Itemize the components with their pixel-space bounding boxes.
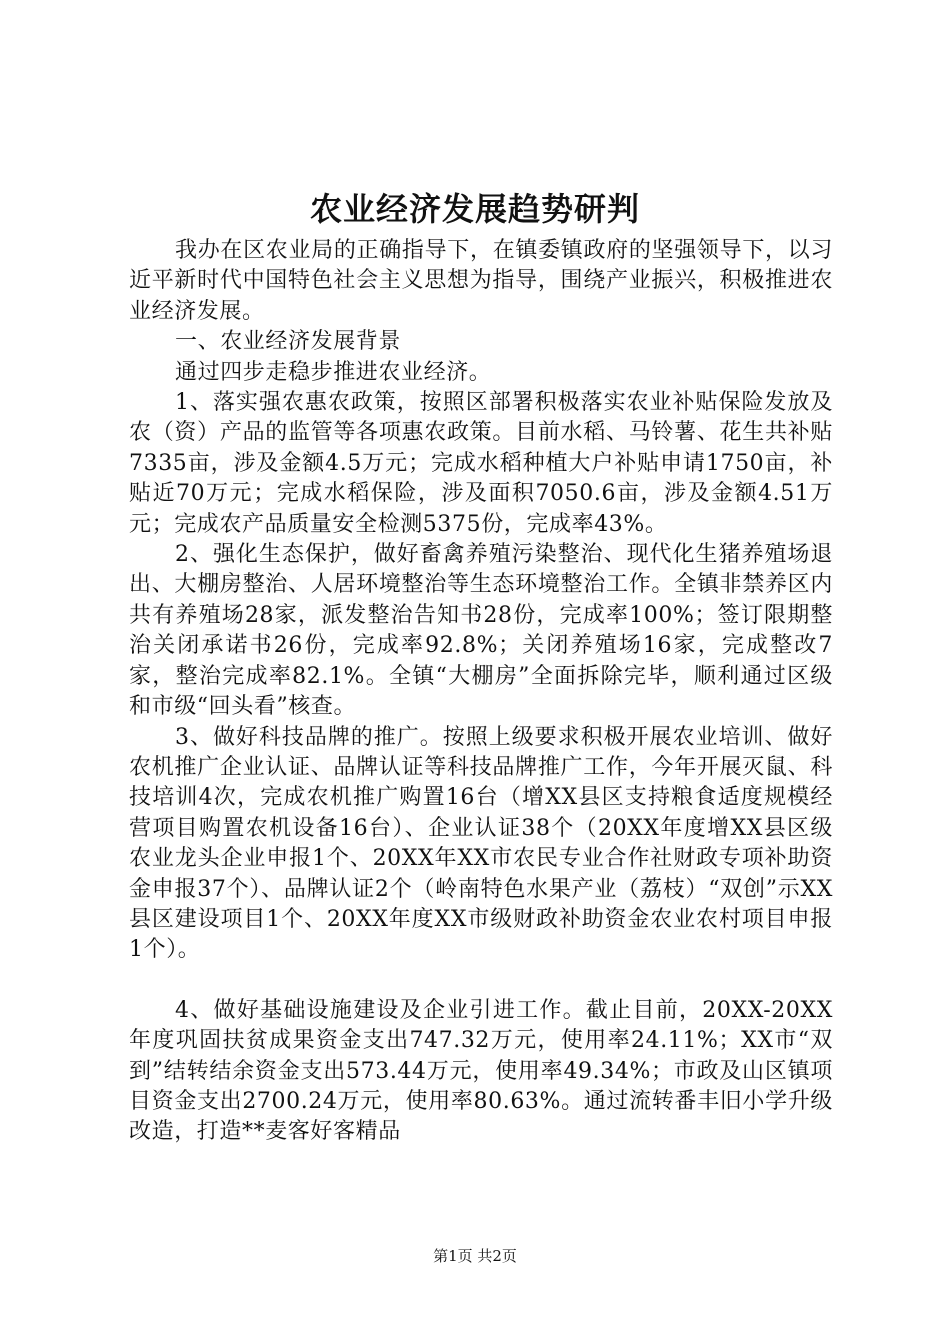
intro-paragraph: 我办在区农业局的正确指导下，在镇委镇政府的坚强领导下，以习近平新时代中国特色社会主义思想为指导，围绕产业振兴，积极推进农业经济发展。 — [129, 238, 833, 324]
item-4-paragraph: 4、做好基础设施建设及企业引进工作。截止目前，20XX-20XX年度巩固扶贫成果资金支出747.32万元，使用率24.11%；XX市“双到”结转结余资金支出573.44万元，使用率49.34%；市政及山区镇项目资金支出2700.24万元，使用率80.63%。通过流转番丰旧小学升级改造，打造**麦客好客精品 — [129, 997, 833, 1145]
page-footer: 第1页 共2页 — [433, 1247, 517, 1265]
item-1-paragraph: 1、落实强农惠农政策，按照区部署积极落实农业补贴保险发放及农（资）产品的监管等各项惠农政策。目前水稻、马铃薯、花生共补贴7335亩，涉及金额4.5万元；完成水稻种植大户补贴申请1750亩，补贴近70万元；完成水稻保险，涉及面积7050.6亩，涉及金额4.51万元；完成农产品质量安全检测5375份，完成率43%。 — [129, 390, 833, 537]
item-3-paragraph: 3、做好科技品牌的推广。按照上级要求积极开展农业培训、做好农机推广企业认证、品牌认证等科技品牌推广工作，今年开展灭鼠、科技培训4次，完成农机推广购置16台（增XX县区支持粮食适度规模经营项目购置农机设备16台）、企业认证38个（20XX年度增XX县区级农业龙头企业申报1个、20XX年XX市农民专业合作社财政专项补助资金申报37个）、品牌认证2个（岭南特色水果产业（荔枝）“双创”示XX县区建设项目1个、20XX年度XX市级财政补助资金农业农村项目申报1个）。 — [129, 724, 833, 963]
document-body — [129, 236, 833, 1148]
section-lead: 通过四步走稳步推进农业经济。 — [175, 359, 492, 385]
section-heading: 一、农业经济发展背景 — [175, 329, 402, 355]
document-title: 农业经济发展趋势研判 — [309, 190, 640, 228]
item-2-paragraph: 2、强化生态保护，做好畜禽养殖污染整治、现代化生猪养殖场退出、大棚房整治、人居环境整治等生态环境整治工作。全镇非禁养区内共有养殖场28家，派发整治告知书28份，完成率100%；签订限期整治关闭承诺书26份，完成率92.8%；关闭养殖场16家，完成整改7家，整治完成率82.1%。全镇“大棚房”全面拆除完毕，顺利通过区级和市级“回头看”核查。 — [129, 542, 833, 720]
